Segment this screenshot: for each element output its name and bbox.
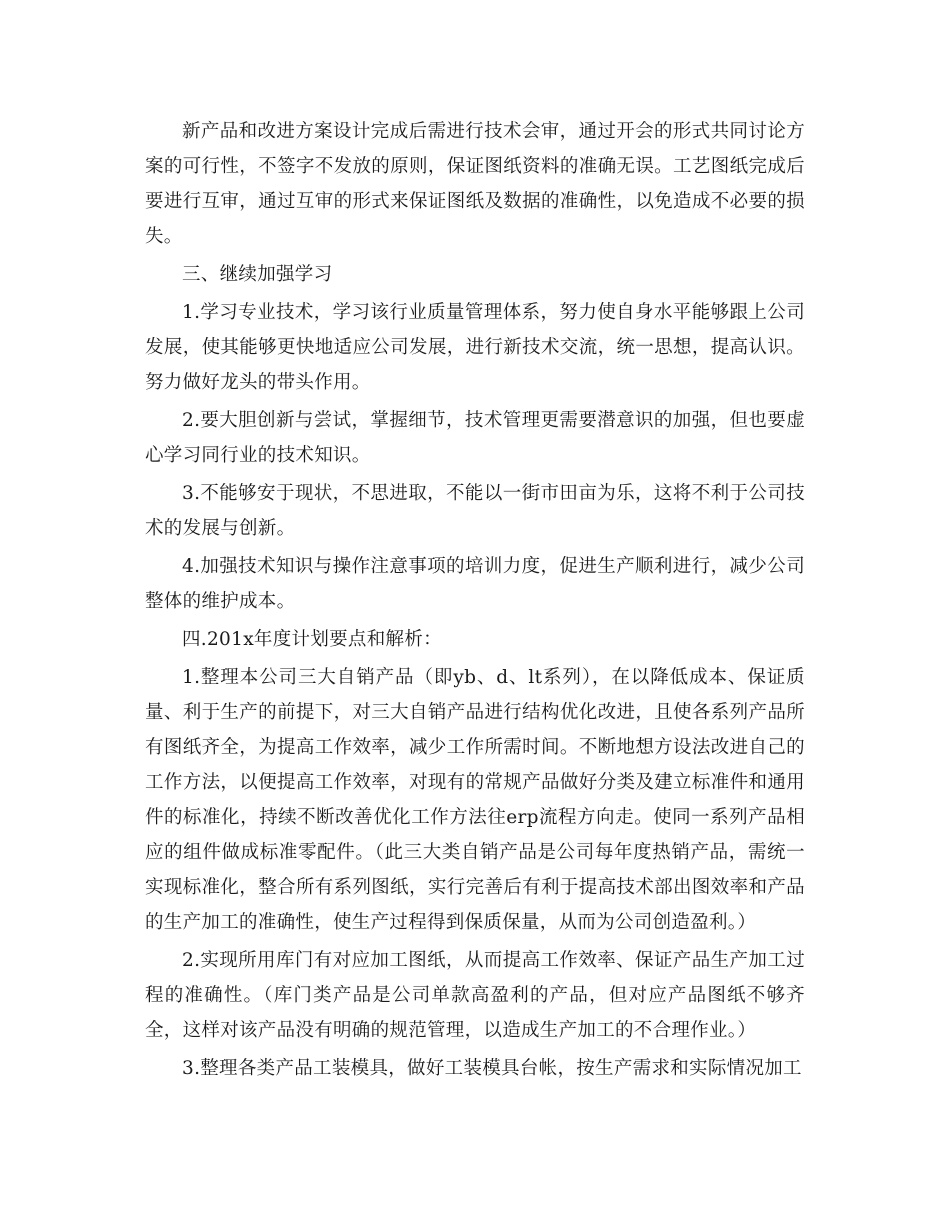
section-heading-annual-plan: 四.201x年度计划要点和解析： <box>182 629 442 650</box>
paragraph-learning-2: 2.要大胆创新与尝试，掌握细节，技术管理更需要潜意识的加强，但也要虚心学习同行业的技术知识。 <box>145 410 805 466</box>
paragraph-plan-1: 1.整理本公司三大自销产品（即yb、d、lt系列），在以降低成本、保证质量、利于生产的前提下，对三大自销产品进行结构优化改进，且使各系列产品所有图纸齐全，为提高工作效率，减少工作所需时间。不断地想方设法改进自己的工作方法，以便提高工作效率，对现有的常规产品做好分类及建立标准件和通用件的标准化，持续不断改善优化工作方法往erp流程方向走。使同一系列产品相应的组件做成标准零配件。（此三大类自销产品是公司每年度热销产品，需统一实现标准化，整合所有系列图纸，实行完善后有利于提高技术部出图效率和产品的生产加工的准确性，使生产过程得到保质保量，从而为公司创造盈利。） <box>145 667 805 933</box>
paragraph-review: 新产品和改进方案设计完成后需进行技术会审，通过开会的形式共同讨论方案的可行性，不签字不发放的原则，保证图纸资料的准确无误。工艺图纸完成后要进行互审，通过互审的形式来保证图纸及数据的准确性，以免造成不必要的损失。 <box>145 121 805 247</box>
paragraph-plan-3: 3.整理各类产品工装模具，做好工装模具台帐，按生产需求和实际情况加工 <box>182 1058 802 1079</box>
paragraph-learning-4: 4.加强技术知识与操作注意事项的培训力度，促进生产顺利进行，减少公司整体的维护成本。 <box>145 556 805 612</box>
paragraph-learning-3: 3.不能够安于现状，不思进取，不能以一街市田亩为乐，这将不利于公司技术的发展与创新。 <box>145 483 805 539</box>
section-heading-learning: 三、继续加强学习 <box>182 264 333 285</box>
paragraph-learning-1: 1.学习专业技术，学习该行业质量管理体系，努力使自身水平能够跟上公司发展，使其能够更快地适应公司发展，进行新技术交流，统一思想，提高认识。努力做好龙头的带头作用。 <box>145 302 805 393</box>
paragraph-plan-2: 2.实现所用库门有对应加工图纸，从而提高工作效率、保证产品生产加工过程的准确性。（库门类产品是公司单款高盈利的产品，但对应产品图纸不够齐全，这样对该产品没有明确的规范管理，以造成生产加工的不合理作业。） <box>145 950 805 1041</box>
document-page <box>145 114 805 1089</box>
